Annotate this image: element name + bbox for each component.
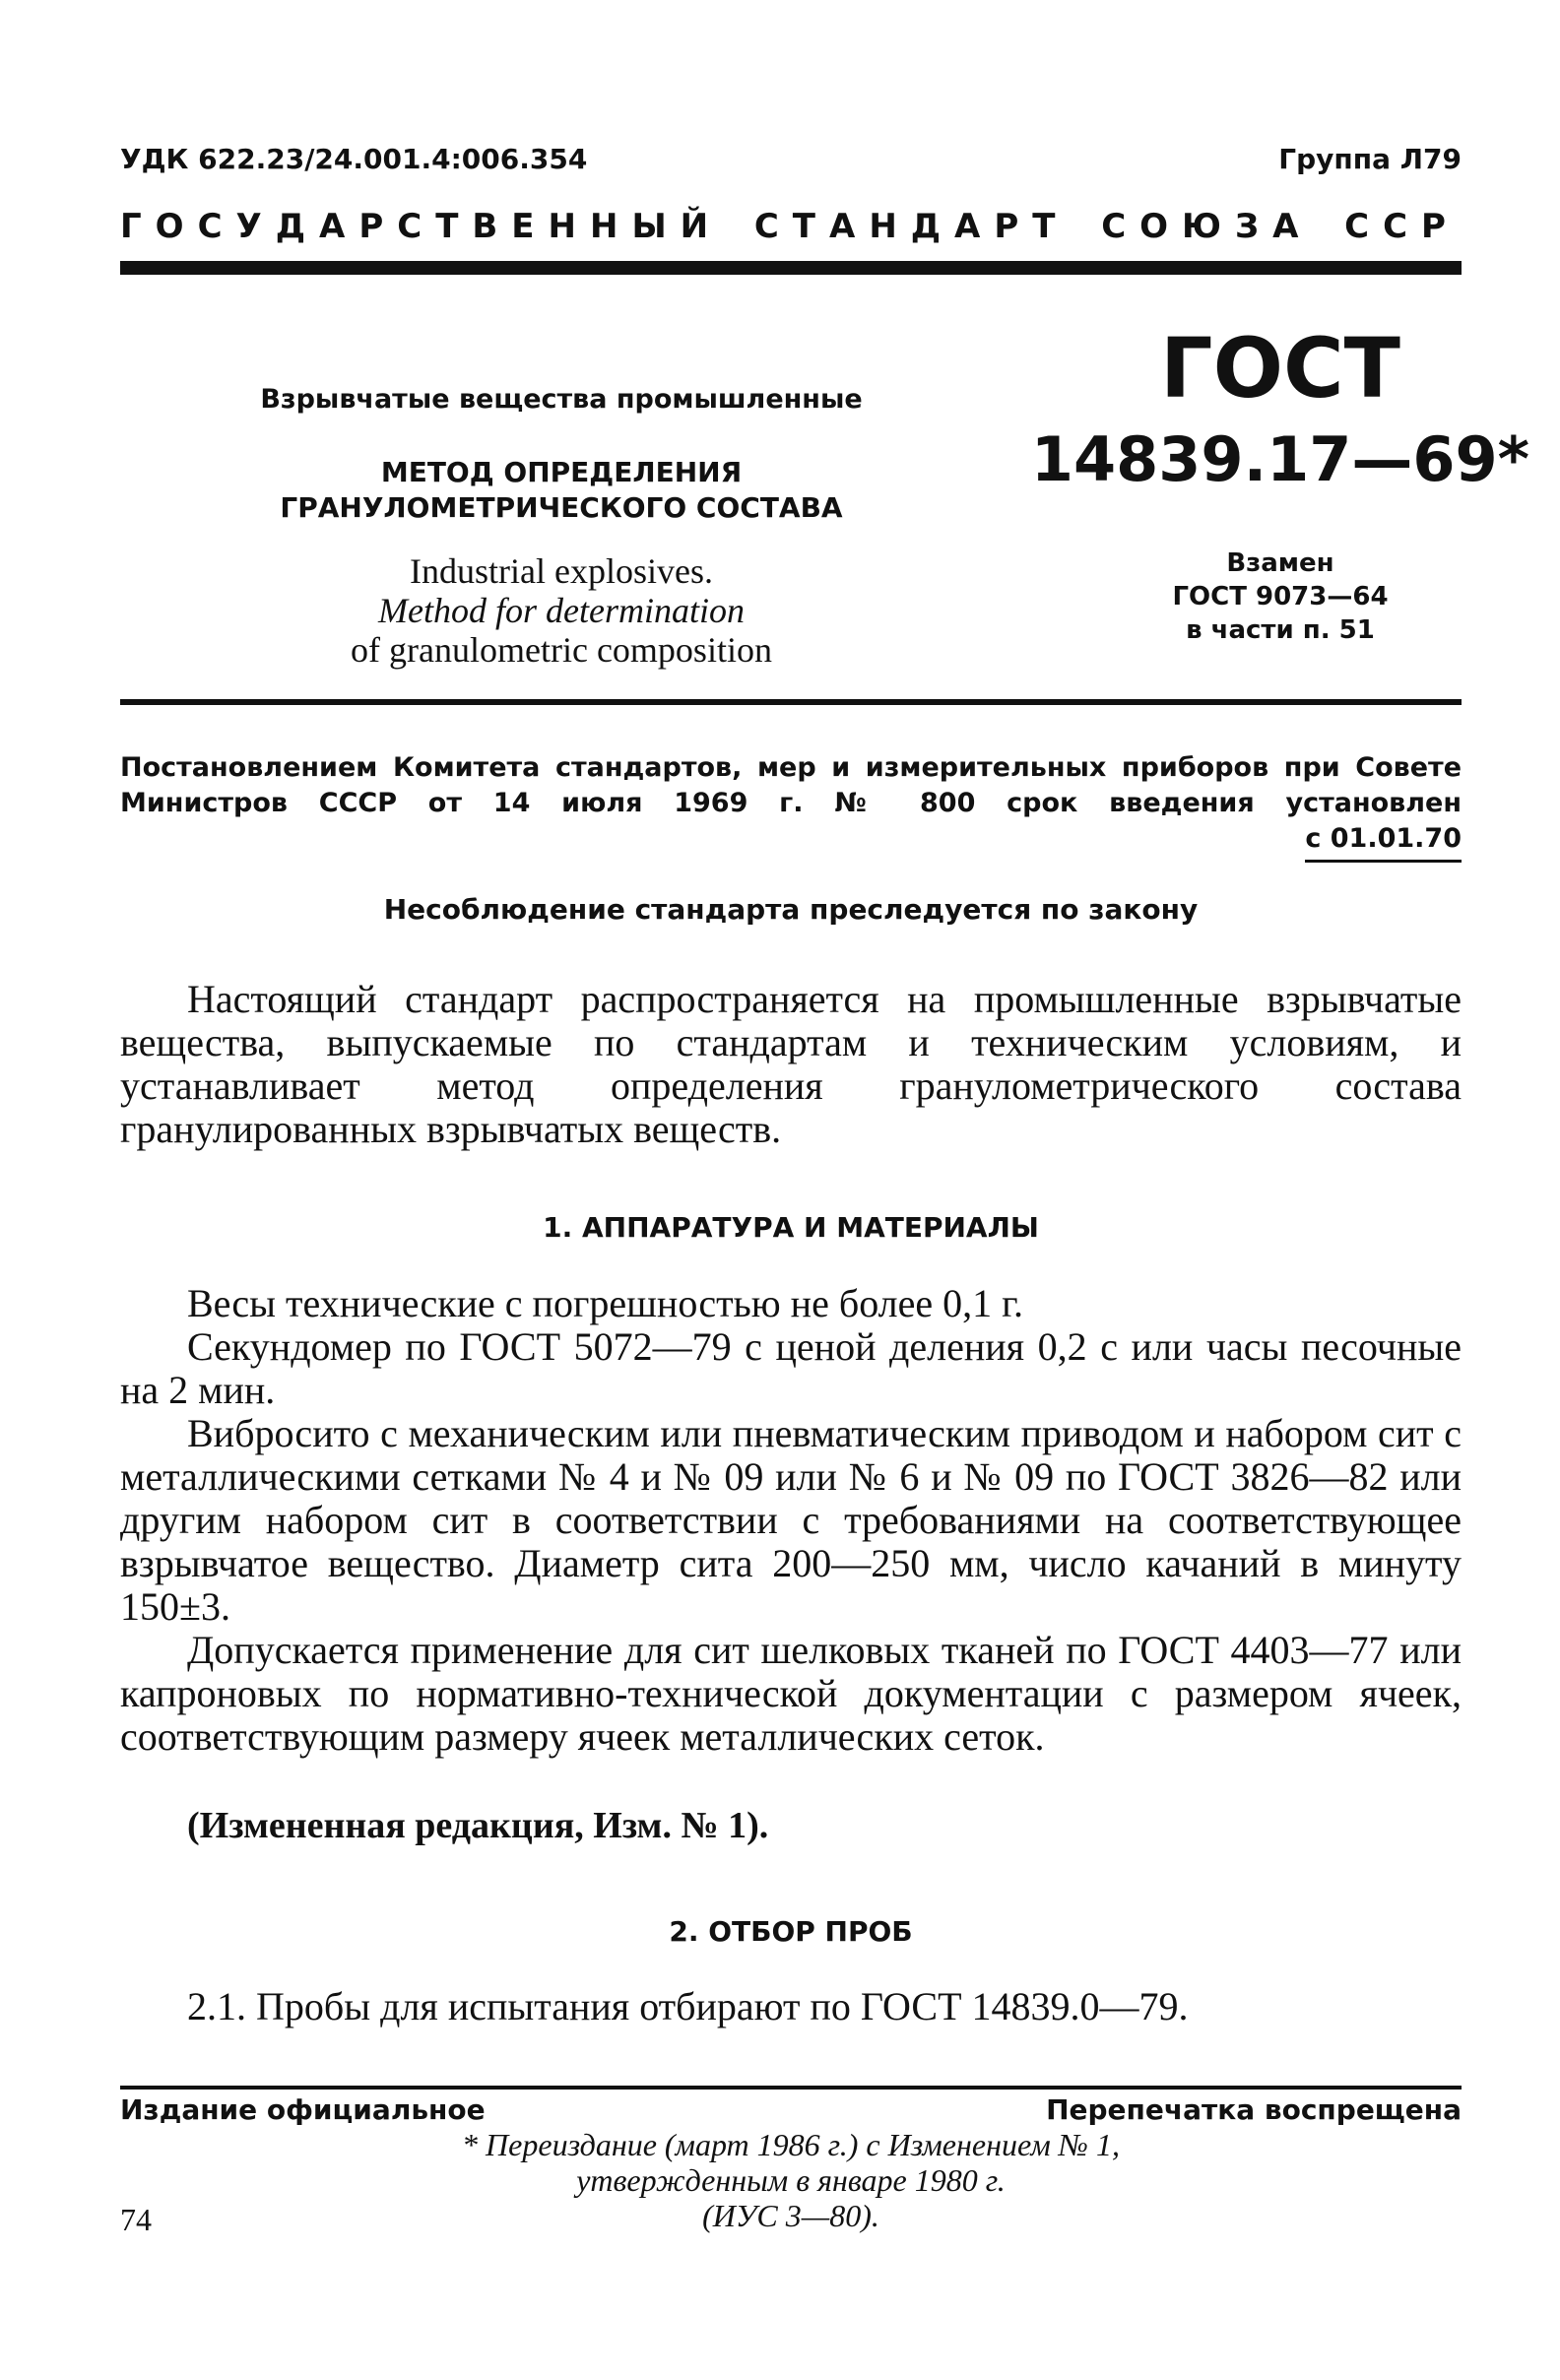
- method-title-line2: ГРАНУЛОМЕТРИЧЕСКОГО СОСТАВА: [280, 491, 843, 524]
- section-1-paragraph-2-text: Секундомер по ГОСТ 5072—79 с ценой деления 0,2 с или часы песочные на 2 мин.: [120, 1324, 1462, 1412]
- official-edition: Издание официальное: [120, 2093, 486, 2126]
- section-2-paragraph-1-text: 2.1. Пробы для испытания отбирают по ГОСТ 14839.0—79.: [187, 1984, 1189, 2028]
- method-title: [177, 455, 945, 526]
- replaces-line1: Взамен: [1226, 548, 1334, 578]
- english-title-line3: of granulometric composition: [351, 630, 772, 670]
- section-1-paragraph-4: [120, 1629, 1462, 1759]
- intro-paragraph: [120, 978, 1462, 1151]
- reissue-footnote: [120, 2127, 1462, 2233]
- standard-word-3: СОЮЗА: [1101, 207, 1313, 246]
- method-title-line1: МЕТОД ОПРЕДЕЛЕНИЯ: [380, 456, 743, 488]
- section-1-heading: 1. АППАРАТУРА И МАТЕРИАЛЫ: [543, 1211, 1039, 1244]
- gost-number: 14839.17—69*: [1030, 423, 1530, 495]
- footnote-line1: * Переиздание (март 1986 г.) с Изменением № 1,: [462, 2127, 1120, 2162]
- section-1-paragraph-1-text: Весы технические с погрешностью не более 0,1 г.: [187, 1281, 1024, 1325]
- intro-text: Настоящий стандарт распространяется на промышленные взрывчатые вещества, выпускаемые по стандартам и техническим условиям, и устанавливает метод определения гранулометрического состава гранулированных взрывчатых веществ.: [120, 977, 1462, 1151]
- section-1-paragraph-2: [120, 1325, 1462, 1412]
- top-rule: [120, 261, 1462, 275]
- section-1-paragraph-4-text: Допускается применение для сит шелковых тканей по ГОСТ 4403—77 или капроновых по нормативно-технической документации с размером ячеек, соответствующим размеру ячеек металлических сеток.: [120, 1628, 1462, 1759]
- english-title-line2: Method for determination: [378, 591, 745, 630]
- middle-rule: [120, 699, 1462, 705]
- section-1-paragraph-1: [120, 1282, 1462, 1325]
- state-standard-banner: [120, 207, 1460, 246]
- standard-word-1: ГОСУДАРСТВЕННЫЙ: [120, 207, 723, 246]
- english-title: [177, 551, 945, 670]
- replaces-line2: ГОСТ 9073—64: [1172, 582, 1389, 611]
- english-title-line1: Industrial explosives.: [410, 551, 713, 591]
- replaces-line3: в части п. 51: [1186, 615, 1375, 645]
- amendment-note: (Измененная редакция, Изм. № 1).: [187, 1805, 769, 1846]
- gost-label: ГОСТ: [1160, 320, 1400, 417]
- footnote-line2: утвержденным в январе 1980 г.: [576, 2162, 1006, 2198]
- standard-word-2: СТАНДАРТ: [753, 207, 1070, 246]
- footnote-line3: (ИУС 3—80).: [702, 2198, 879, 2233]
- group-code: Группа Л79: [1278, 143, 1462, 175]
- law-notice: Несоблюдение стандарта преследуется по закону: [383, 893, 1199, 926]
- reprint-prohibited: Перепечатка воспрещена: [1046, 2093, 1462, 2126]
- decree-effective-date: с 01.01.70: [1305, 823, 1462, 863]
- bottom-rule: [120, 2086, 1462, 2090]
- section-2-paragraph-1: [120, 1985, 1462, 2028]
- standard-word-4: ССР: [1344, 207, 1460, 246]
- section-2-heading: 2. ОТБОР ПРОБ: [669, 1915, 913, 1948]
- replaces-note: [1083, 547, 1477, 647]
- subject-title: Взрывчатые вещества промышленные: [260, 384, 863, 415]
- section-1-paragraph-3: [120, 1412, 1462, 1629]
- page-number: 74: [120, 2202, 152, 2237]
- decree-text: Постановлением Комитета стандартов, мер и измерительных приборов при Совете Министров СССР от 14 июля 1969 г. № 800 срок введения установлен: [120, 752, 1462, 818]
- section-1-paragraph-3-text: Вибросито с механическим или пневматическим приводом и набором сит с металлическими сетками № 4 и № 09 или № 6 и № 09 по ГОСТ 3826—82 или другим набором сит в соответствии с требованиями на соответствующее взрывчатое вещество. Диаметр сита 200—250 мм, число качаний в минуту 150±3.: [120, 1411, 1462, 1629]
- udk-code: УДК 622.23/24.001.4:006.354: [120, 143, 588, 175]
